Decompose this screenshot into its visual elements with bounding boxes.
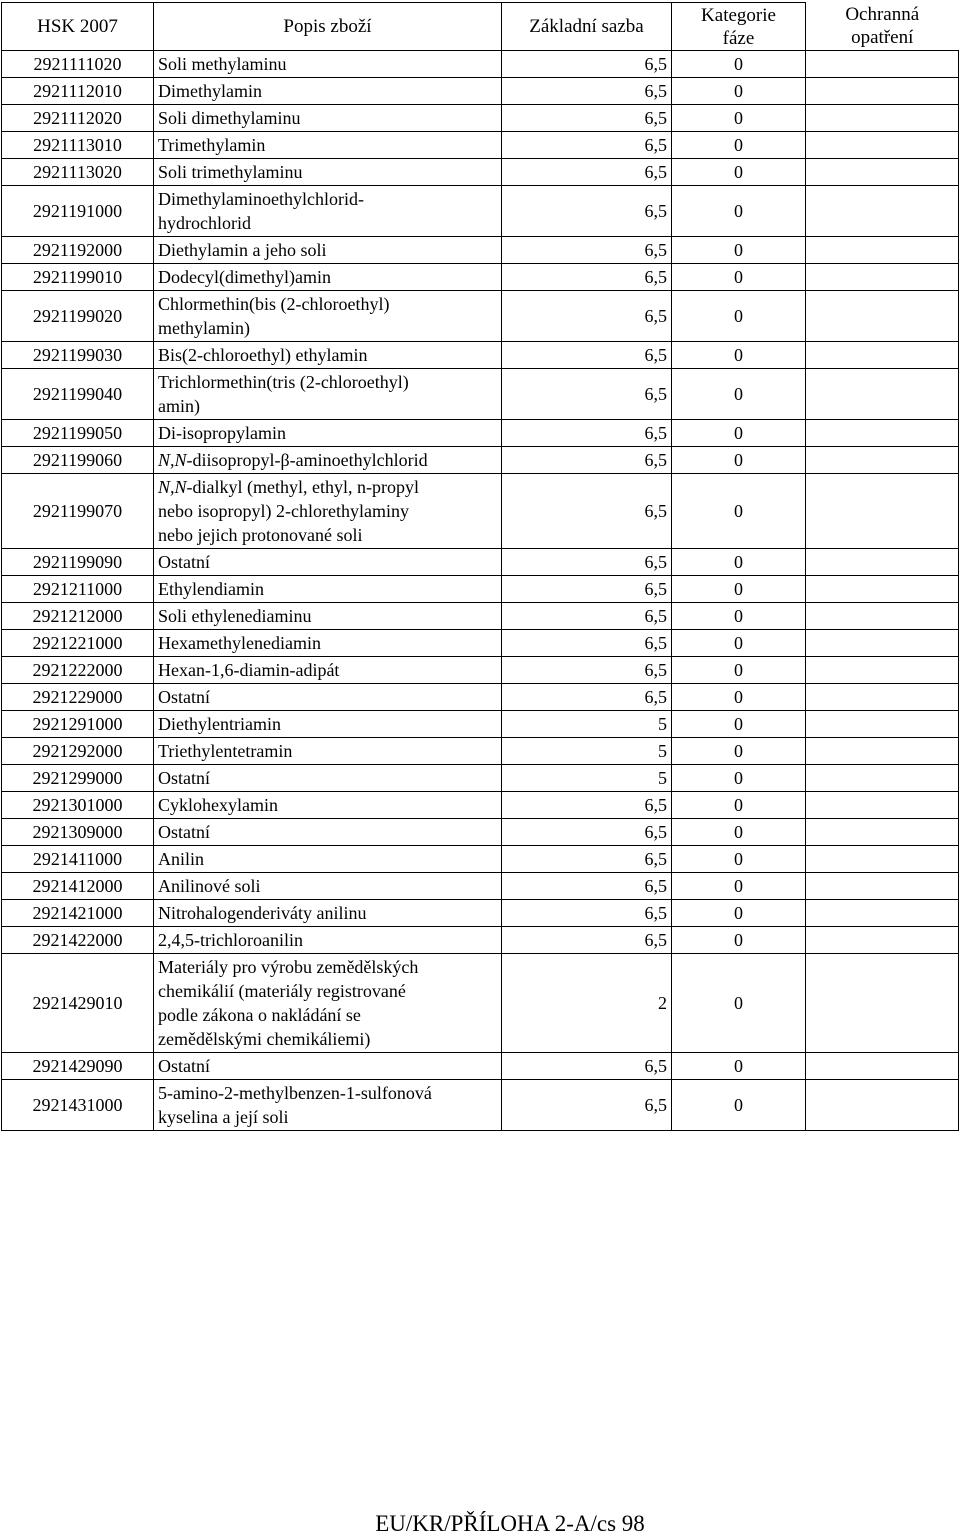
cell-code: 2921199030 xyxy=(2,342,154,369)
cell-category: 0 xyxy=(672,78,806,105)
table-row xyxy=(2,1080,959,1131)
header-description: Popis zboží xyxy=(154,3,502,51)
cell-category: 0 xyxy=(672,630,806,657)
cell-category: 0 xyxy=(672,1053,806,1080)
table-row xyxy=(2,369,959,420)
cell-category: 0 xyxy=(672,738,806,765)
cell-safeguard xyxy=(806,846,959,873)
cell-category: 0 xyxy=(672,237,806,264)
cell-base-rate: 6,5 xyxy=(502,927,672,954)
cell-code: 2921292000 xyxy=(2,738,154,765)
cell-description: Diethylentriamin xyxy=(154,711,502,738)
cell-code: 2921199090 xyxy=(2,549,154,576)
cell-code: 2921421000 xyxy=(2,900,154,927)
cell-code: 2921111020 xyxy=(2,51,154,78)
cell-base-rate: 6,5 xyxy=(502,846,672,873)
cell-category: 0 xyxy=(672,711,806,738)
cell-base-rate: 5 xyxy=(502,765,672,792)
table-row xyxy=(2,657,959,684)
cell-safeguard xyxy=(806,1053,959,1080)
table-body xyxy=(2,51,959,1131)
cell-description: Ethylendiamin xyxy=(154,576,502,603)
cell-safeguard xyxy=(806,159,959,186)
cell-code: 2921411000 xyxy=(2,846,154,873)
cell-safeguard xyxy=(806,684,959,711)
table-row xyxy=(2,132,959,159)
table-row xyxy=(2,105,959,132)
cell-safeguard xyxy=(806,630,959,657)
cell-description: Chlormethin(bis (2-chloroethyl) methylamin) xyxy=(154,291,502,342)
cell-code: 2921299000 xyxy=(2,765,154,792)
table-row xyxy=(2,819,959,846)
cell-category: 0 xyxy=(672,474,806,549)
table-row xyxy=(2,291,959,342)
cell-description: 2,4,5-trichloroanilin xyxy=(154,927,502,954)
cell-code: 2921431000 xyxy=(2,1080,154,1131)
table-row xyxy=(2,711,959,738)
cell-safeguard xyxy=(806,657,959,684)
cell-code: 2921221000 xyxy=(2,630,154,657)
cell-base-rate: 6,5 xyxy=(502,873,672,900)
cell-category: 0 xyxy=(672,927,806,954)
cell-category: 0 xyxy=(672,603,806,630)
cell-code: 2921301000 xyxy=(2,792,154,819)
table-row xyxy=(2,792,959,819)
cell-code: 2921212000 xyxy=(2,603,154,630)
table-row xyxy=(2,873,959,900)
table-row xyxy=(2,447,959,474)
cell-category: 0 xyxy=(672,159,806,186)
cell-base-rate: 5 xyxy=(502,711,672,738)
cell-category: 0 xyxy=(672,420,806,447)
cell-code: 2921412000 xyxy=(2,873,154,900)
cell-base-rate: 6,5 xyxy=(502,51,672,78)
cell-safeguard xyxy=(806,420,959,447)
cell-safeguard xyxy=(806,264,959,291)
cell-description: Trichlormethin(tris (2-chloroethyl) amin) xyxy=(154,369,502,420)
cell-code: 2921222000 xyxy=(2,657,154,684)
header-category: Kategorie fáze xyxy=(672,3,806,51)
cell-code: 2921211000 xyxy=(2,576,154,603)
table-row xyxy=(2,846,959,873)
cell-base-rate: 6,5 xyxy=(502,900,672,927)
cell-description: Materiály pro výrobu zemědělských chemikálií (materiály registrované podle zákona o nakládání se zemědělskými chemikáliemi) xyxy=(154,954,502,1053)
cell-base-rate: 6,5 xyxy=(502,105,672,132)
cell-description: Ostatní xyxy=(154,765,502,792)
cell-code: 2921199020 xyxy=(2,291,154,342)
cell-code: 2921113010 xyxy=(2,132,154,159)
cell-base-rate: 6,5 xyxy=(502,684,672,711)
cell-description: Soli ethylenediaminu xyxy=(154,603,502,630)
cell-code: 2921112010 xyxy=(2,78,154,105)
cell-description: Anilin xyxy=(154,846,502,873)
cell-category: 0 xyxy=(672,369,806,420)
cell-base-rate: 6,5 xyxy=(502,549,672,576)
cell-description: 5-amino-2-methylbenzen-1-sulfonová kyselina a její soli xyxy=(154,1080,502,1131)
table-row xyxy=(2,51,959,78)
cell-code: 2921291000 xyxy=(2,711,154,738)
cell-category: 0 xyxy=(672,549,806,576)
table-row xyxy=(2,603,959,630)
cell-description: Ostatní xyxy=(154,819,502,846)
cell-category: 0 xyxy=(672,291,806,342)
cell-category: 0 xyxy=(672,846,806,873)
table-row xyxy=(2,549,959,576)
cell-description: N,N-diisopropyl-β-aminoethylchlorid xyxy=(154,447,502,474)
cell-code: 2921113020 xyxy=(2,159,154,186)
cell-safeguard xyxy=(806,342,959,369)
cell-code: 2921199010 xyxy=(2,264,154,291)
table-row xyxy=(2,1053,959,1080)
table-row xyxy=(2,159,959,186)
cell-base-rate: 6,5 xyxy=(502,132,672,159)
cell-category: 0 xyxy=(672,132,806,159)
cell-code: 2921309000 xyxy=(2,819,154,846)
cell-code: 2921192000 xyxy=(2,237,154,264)
cell-safeguard xyxy=(806,78,959,105)
header-safeguard: Ochranná opatření xyxy=(806,3,959,51)
cell-description: Triethylentetramin xyxy=(154,738,502,765)
table-header-row xyxy=(2,3,959,51)
cell-base-rate: 6,5 xyxy=(502,342,672,369)
cell-base-rate: 6,5 xyxy=(502,819,672,846)
cell-description: Soli dimethylaminu xyxy=(154,105,502,132)
cell-safeguard xyxy=(806,819,959,846)
cell-code: 2921199060 xyxy=(2,447,154,474)
cell-code: 2921199040 xyxy=(2,369,154,420)
table-row xyxy=(2,765,959,792)
cell-category: 0 xyxy=(672,765,806,792)
cell-code: 2921429090 xyxy=(2,1053,154,1080)
cell-base-rate: 6,5 xyxy=(502,474,672,549)
table-row xyxy=(2,420,959,447)
cell-code: 2921199050 xyxy=(2,420,154,447)
table-row xyxy=(2,342,959,369)
cell-category: 0 xyxy=(672,819,806,846)
cell-safeguard xyxy=(806,738,959,765)
cell-category: 0 xyxy=(672,657,806,684)
cell-code: 2921422000 xyxy=(2,927,154,954)
table-row xyxy=(2,186,959,237)
cell-category: 0 xyxy=(672,684,806,711)
header-base-rate: Základní sazba xyxy=(502,3,672,51)
cell-description: Ostatní xyxy=(154,684,502,711)
cell-safeguard xyxy=(806,369,959,420)
table-row xyxy=(2,738,959,765)
cell-safeguard xyxy=(806,447,959,474)
cell-category: 0 xyxy=(672,447,806,474)
cell-safeguard xyxy=(806,51,959,78)
cell-base-rate: 2 xyxy=(502,954,672,1053)
cell-base-rate: 5 xyxy=(502,738,672,765)
cell-category: 0 xyxy=(672,1080,806,1131)
cell-code: 2921112020 xyxy=(2,105,154,132)
cell-base-rate: 6,5 xyxy=(502,630,672,657)
cell-base-rate: 6,5 xyxy=(502,792,672,819)
table-row xyxy=(2,576,959,603)
table-row xyxy=(2,237,959,264)
cell-description: Dimethylaminoethylchlorid- hydrochlorid xyxy=(154,186,502,237)
table-row xyxy=(2,474,959,549)
table-row xyxy=(2,927,959,954)
cell-safeguard xyxy=(806,765,959,792)
cell-category: 0 xyxy=(672,51,806,78)
cell-description: Ostatní xyxy=(154,1053,502,1080)
cell-base-rate: 6,5 xyxy=(502,420,672,447)
cell-code: 2921191000 xyxy=(2,186,154,237)
cell-description: Soli trimethylaminu xyxy=(154,159,502,186)
cell-safeguard xyxy=(806,291,959,342)
cell-description: Hexamethylenediamin xyxy=(154,630,502,657)
cell-category: 0 xyxy=(672,792,806,819)
cell-safeguard xyxy=(806,105,959,132)
cell-safeguard xyxy=(806,549,959,576)
cell-base-rate: 6,5 xyxy=(502,78,672,105)
cell-description: Bis(2-chloroethyl) ethylamin xyxy=(154,342,502,369)
cell-description: Nitrohalogenderiváty anilinu xyxy=(154,900,502,927)
cell-base-rate: 6,5 xyxy=(502,291,672,342)
header-code: HSK 2007 xyxy=(2,3,154,51)
cell-safeguard xyxy=(806,186,959,237)
cell-safeguard xyxy=(806,900,959,927)
cell-safeguard xyxy=(806,603,959,630)
cell-description: Dimethylamin xyxy=(154,78,502,105)
cell-base-rate: 6,5 xyxy=(502,576,672,603)
cell-safeguard xyxy=(806,927,959,954)
table-row xyxy=(2,900,959,927)
cell-description: Hexan-1,6-diamin-adipát xyxy=(154,657,502,684)
cell-safeguard xyxy=(806,954,959,1053)
cell-code: 2921199070 xyxy=(2,474,154,549)
cell-safeguard xyxy=(806,474,959,549)
cell-code: 2921429010 xyxy=(2,954,154,1053)
tariff-table xyxy=(1,2,959,1131)
cell-base-rate: 6,5 xyxy=(502,369,672,420)
cell-description: Cyklohexylamin xyxy=(154,792,502,819)
cell-code: 2921229000 xyxy=(2,684,154,711)
cell-base-rate: 6,5 xyxy=(502,159,672,186)
cell-description: Ostatní xyxy=(154,549,502,576)
cell-description: Diethylamin a jeho soli xyxy=(154,237,502,264)
cell-base-rate: 6,5 xyxy=(502,447,672,474)
cell-safeguard xyxy=(806,1080,959,1131)
cell-category: 0 xyxy=(672,576,806,603)
cell-description: Di-isopropylamin xyxy=(154,420,502,447)
cell-category: 0 xyxy=(672,105,806,132)
cell-category: 0 xyxy=(672,264,806,291)
cell-base-rate: 6,5 xyxy=(502,657,672,684)
page-footer: EU/KR/PŘÍLOHA 2-A/cs 98 xyxy=(375,1511,645,1536)
cell-safeguard xyxy=(806,711,959,738)
cell-base-rate: 6,5 xyxy=(502,186,672,237)
table-row xyxy=(2,630,959,657)
cell-safeguard xyxy=(806,873,959,900)
cell-description: Anilinové soli xyxy=(154,873,502,900)
cell-safeguard xyxy=(806,237,959,264)
cell-safeguard xyxy=(806,576,959,603)
cell-category: 0 xyxy=(672,900,806,927)
cell-base-rate: 6,5 xyxy=(502,1080,672,1131)
cell-description: Soli methylaminu xyxy=(154,51,502,78)
cell-base-rate: 6,5 xyxy=(502,237,672,264)
cell-base-rate: 6,5 xyxy=(502,1053,672,1080)
table-row xyxy=(2,684,959,711)
cell-category: 0 xyxy=(672,342,806,369)
cell-base-rate: 6,5 xyxy=(502,264,672,291)
cell-category: 0 xyxy=(672,954,806,1053)
table-row xyxy=(2,78,959,105)
cell-description: Trimethylamin xyxy=(154,132,502,159)
table-row xyxy=(2,954,959,1053)
cell-base-rate: 6,5 xyxy=(502,603,672,630)
cell-safeguard xyxy=(806,132,959,159)
cell-description: Dodecyl(dimethyl)amin xyxy=(154,264,502,291)
cell-description: N,N-dialkyl (methyl, ethyl, n-propyl nebo isopropyl) 2-chlorethylaminy nebo jejich protonované soli xyxy=(154,474,502,549)
table-row xyxy=(2,264,959,291)
cell-category: 0 xyxy=(672,873,806,900)
cell-safeguard xyxy=(806,792,959,819)
cell-category: 0 xyxy=(672,186,806,237)
